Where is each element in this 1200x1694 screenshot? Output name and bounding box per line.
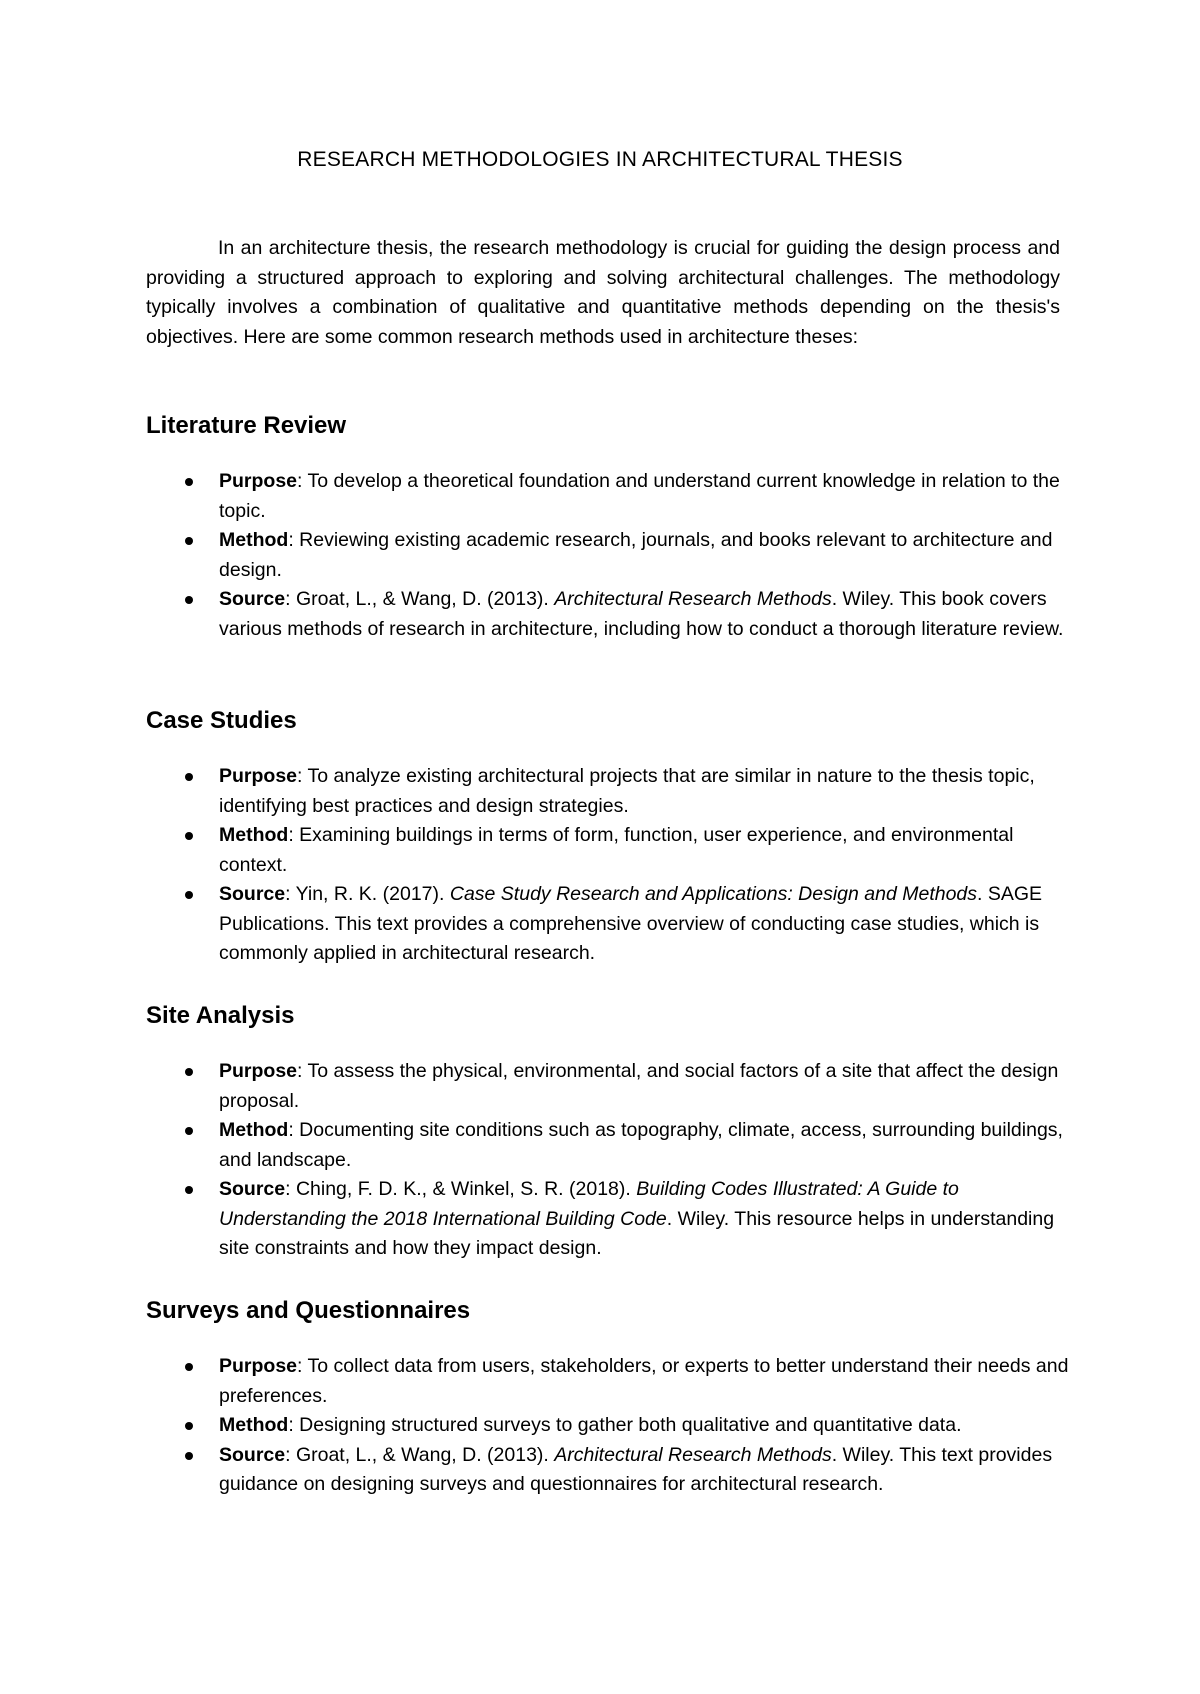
item-label: Purpose (219, 1060, 298, 1082)
item-text: . SAGE Publications. This text provides a comprehensive overview of conducting case studies, which is commonly applied in architectural research. (219, 883, 1043, 964)
bullet-icon (185, 1068, 193, 1076)
list-item (146, 1057, 1074, 1116)
bullet-icon (185, 1422, 193, 1430)
bullet-icon (185, 832, 193, 840)
bullet-icon (185, 1452, 193, 1460)
item-label: Source (219, 588, 286, 610)
item-text: : To analyze existing architectural projects that are similar in nature to the thesis topic, identifying best practices and design strategies. (219, 765, 1035, 817)
item-text: : Ching, F. D. K., & Winkel, S. R. (2018). (285, 1178, 637, 1200)
bullet-list (146, 762, 1066, 969)
item-text: : Examining buildings in terms of form, function, user experience, and environmental context. (219, 824, 1014, 876)
document-title: RESEARCH METHODOLOGIES IN ARCHITECTURAL THESIS (297, 148, 903, 171)
item-label: Purpose (219, 1355, 298, 1377)
item-text: . Wiley. This resource helps in understanding site constraints and how they impact design. (219, 1207, 1055, 1259)
item-text: : Reviewing existing academic research, journals, and books relevant to architecture and design. (219, 529, 1053, 581)
section-case-studies (146, 706, 1066, 969)
section-heading: Case Studies (146, 707, 297, 734)
item-label: Method (219, 529, 289, 551)
item-label: Source (219, 1443, 286, 1466)
list-item (146, 1441, 1074, 1500)
list-item (146, 467, 1074, 526)
item-text: : Designing structured surveys to gather both qualitative and quantitative data. (288, 1414, 962, 1436)
item-text: . Wiley. This text provides guidance on designing surveys and questionnaires for architectural research. (219, 1443, 1053, 1495)
list-item (146, 1352, 1074, 1411)
list-item (146, 762, 1074, 821)
book-title: Building Codes Illustrated: A Guide to Understanding the 2018 International Building Code (219, 1178, 959, 1230)
item-text: : To assess the physical, environmental, and social factors of a site that affect the design proposal. (219, 1060, 1059, 1112)
section-heading: Surveys and Questionnaires (146, 1297, 471, 1324)
book-title: Case Study Research and Applications: Design and Methods (449, 883, 978, 905)
item-label: Source (219, 883, 286, 905)
list-item (146, 821, 1074, 880)
section-literature-review (146, 411, 1066, 644)
section-heading: Literature Review (146, 412, 347, 439)
bullet-icon (185, 478, 193, 486)
item-text: : To develop a theoretical foundation and understand current knowledge in relation to the topic. (219, 470, 1060, 522)
bullet-icon (185, 1127, 193, 1135)
item-text: : Documenting site conditions such as topography, climate, access, surrounding buildings, and landscape. (219, 1119, 1063, 1171)
list-item (146, 1175, 1074, 1264)
item-text: : Groat, L., & Wang, D. (2013). (285, 588, 555, 610)
book-title: Architectural Research Methods (554, 588, 832, 610)
item-text: : Yin, R. K. (2017). (285, 883, 450, 905)
list-item (146, 526, 1074, 585)
item-label: Source (219, 1178, 286, 1200)
bullet-icon (185, 773, 193, 781)
bullet-icon (185, 1363, 193, 1371)
list-item (146, 585, 1074, 644)
intro-paragraph: In an architecture thesis, the research methodology is crucial for guiding the design process and providing a structured approach to exploring and solving architectural challenges. The methodology typically involves a combination of qualitative and quantitative methods depending on the thesis's objectives. Here are some common research methods used in architecture theses: (146, 237, 1060, 348)
item-label: Purpose (219, 470, 298, 492)
item-text: : Groat, L., & Wang, D. (2013). (285, 1443, 555, 1466)
list-item (146, 1116, 1074, 1175)
bullet-list (146, 1057, 1066, 1264)
item-text: . Wiley. This book covers various methods of research in architecture, including how to conduct a thorough literature review. (219, 588, 1064, 640)
item-text: : To collect data from users, stakeholders, or experts to better understand their needs and preferences. (219, 1355, 1069, 1407)
section-surveys-questionnaires (146, 1296, 1069, 1500)
item-label: Method (219, 1414, 289, 1436)
bullet-icon (185, 537, 193, 545)
list-item (146, 880, 1074, 969)
bullet-list (146, 467, 1066, 644)
bullet-icon (185, 891, 193, 899)
item-label: Method (219, 824, 289, 846)
item-label: Method (219, 1119, 289, 1141)
section-heading: Site Analysis (146, 1002, 295, 1029)
bullet-icon (185, 1186, 193, 1194)
book-title: Architectural Research Methods (554, 1443, 832, 1466)
bullet-icon (185, 596, 193, 604)
bullet-list (146, 1352, 1069, 1500)
list-item (146, 1411, 1074, 1441)
section-site-analysis (146, 1001, 1066, 1264)
item-label: Purpose (219, 765, 298, 787)
